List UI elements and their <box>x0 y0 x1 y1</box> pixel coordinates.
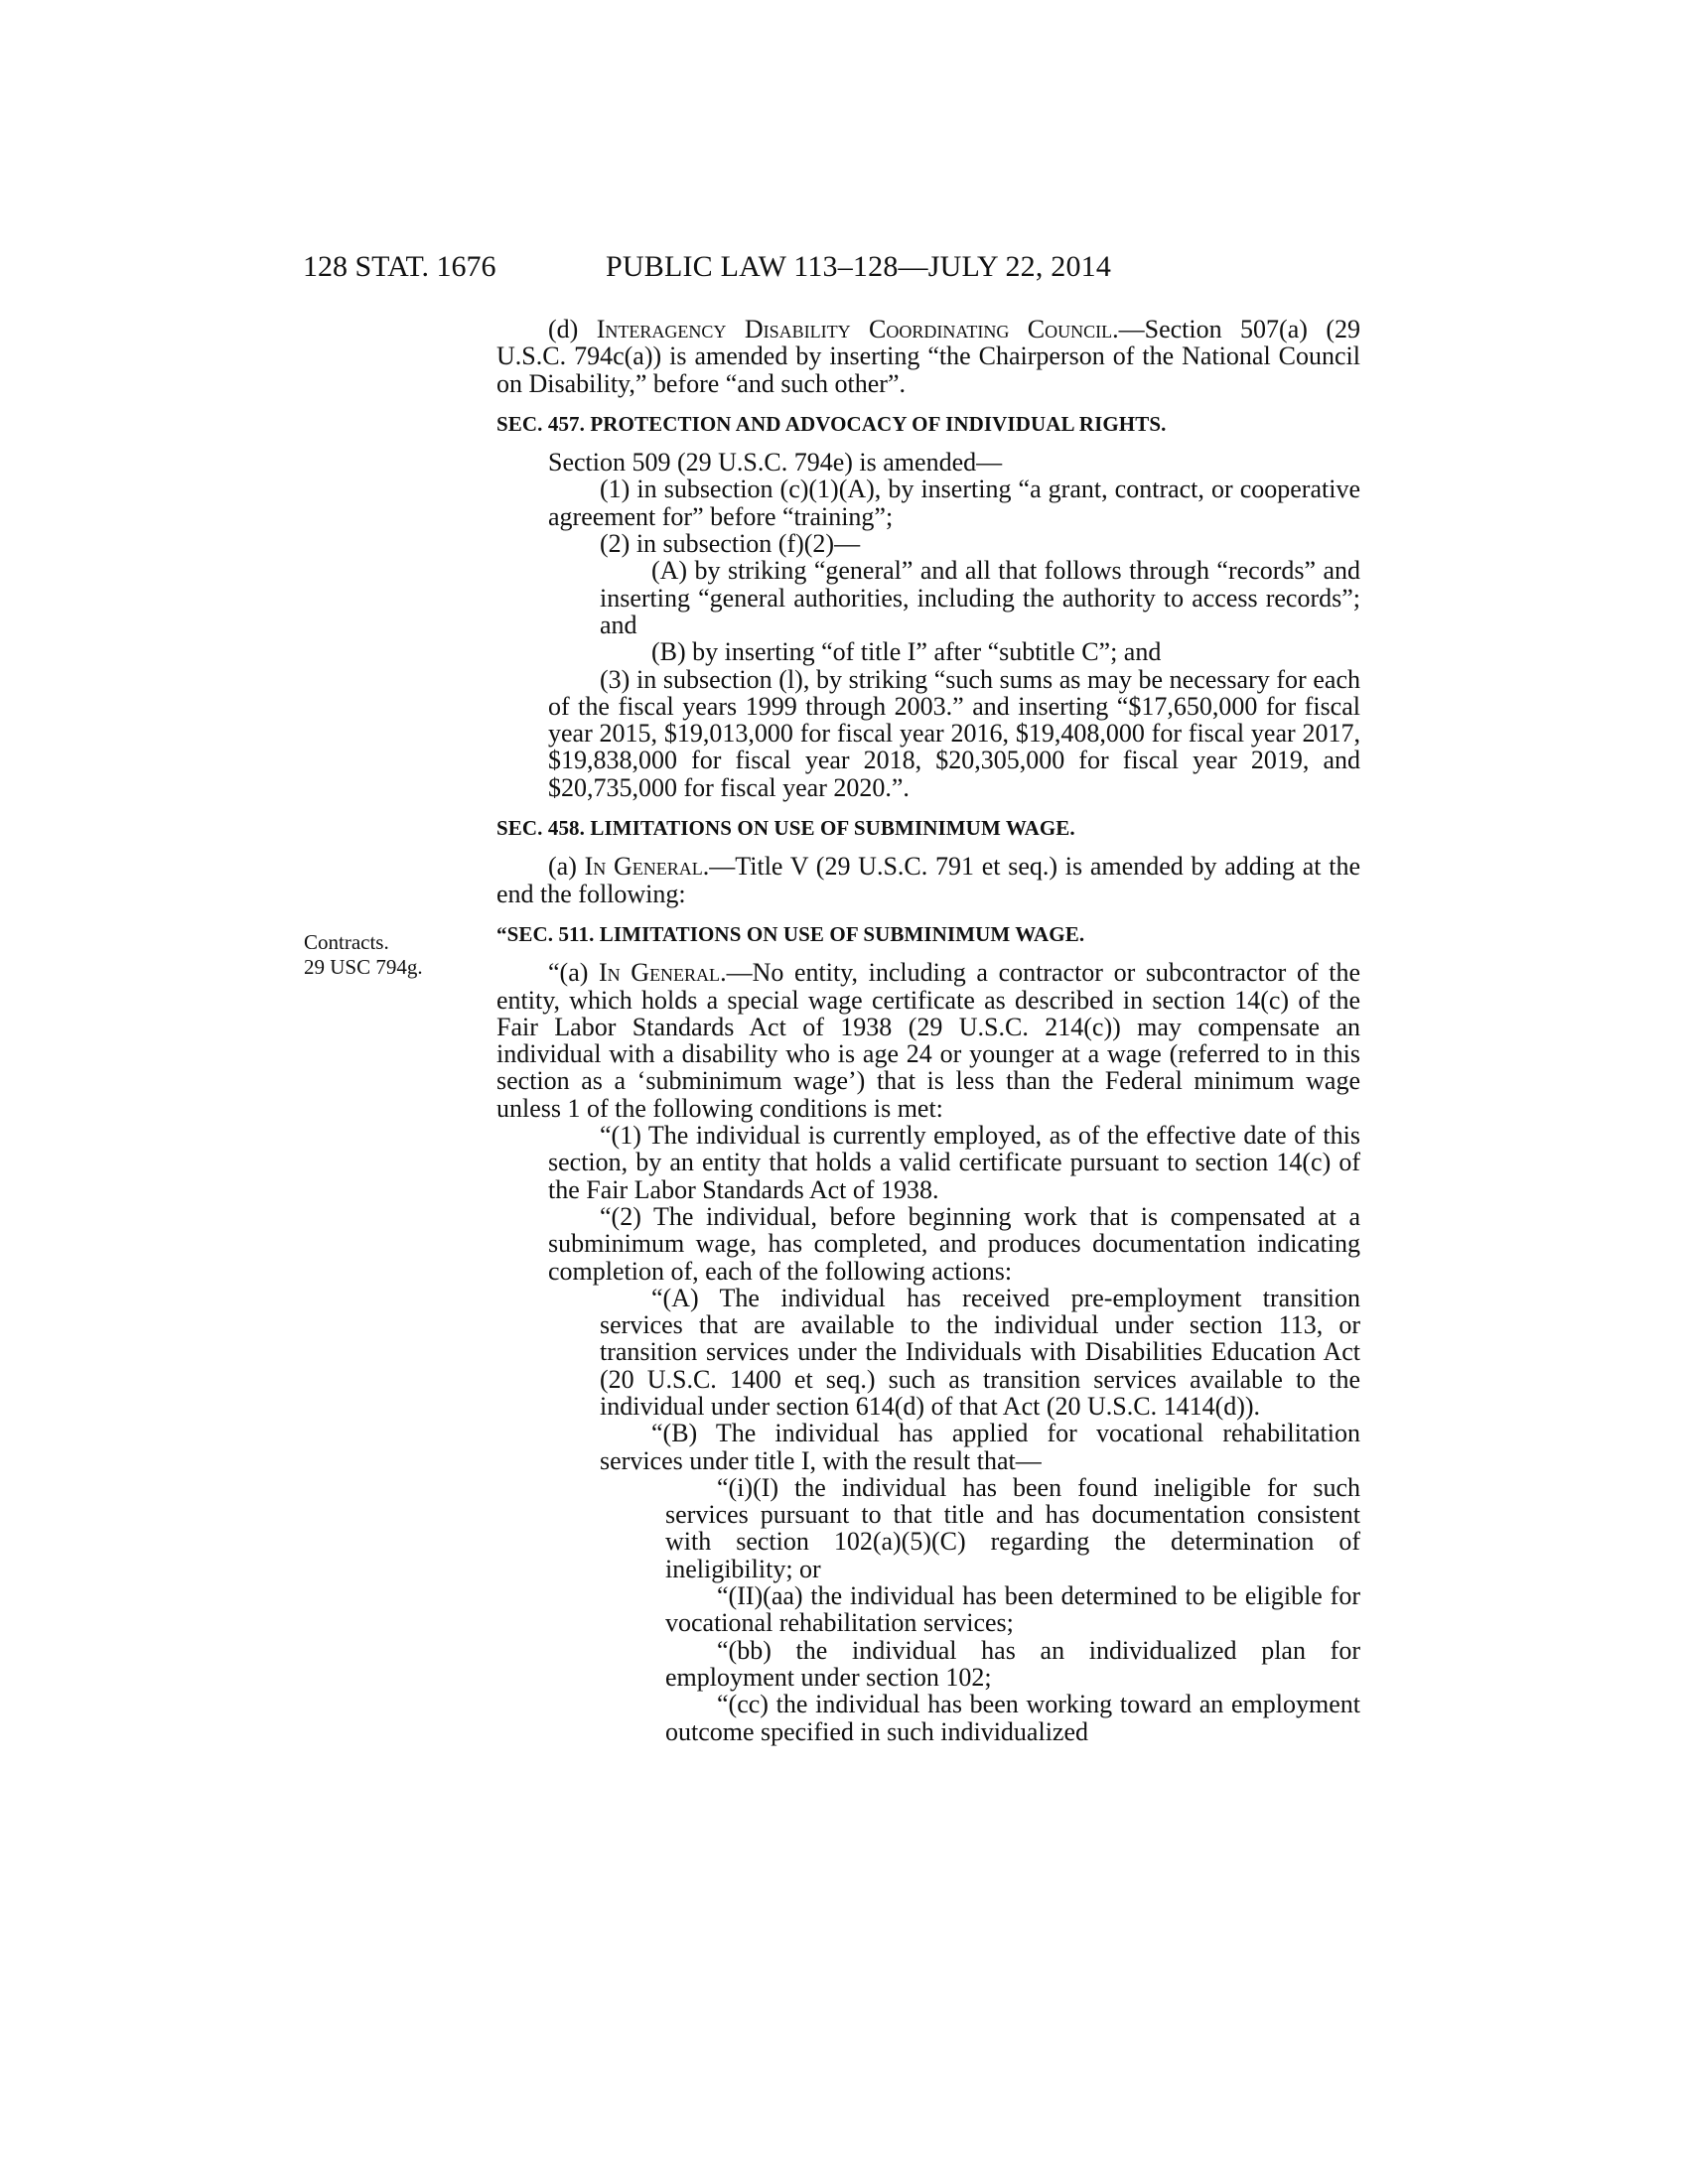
section-511-item-1: “(1) The individual is currently employed, as of the effective date of this section, by an entity that holds a valid certificate pursuant to section 14(c) of the Fair Labor Standards Act of 1938. <box>548 1121 1360 1204</box>
section-458-paragraph-a: (a) In General.—Title V (29 U.S.C. 791 et seq.) is amended by adding at the end the following: <box>496 852 1360 908</box>
section-511-paragraph-a-heading: In General <box>599 958 721 988</box>
document-body <box>496 316 1360 1745</box>
section-511-item-2: “(2) The individual, before beginning work that is compensated at a subminimum wage, has completed, and produces documentation indicating completion of, each of the following actions: <box>548 1201 1360 1286</box>
section-511-item-bb: “(bb) the individual has an individualized plan for employment under section 102; <box>665 1635 1360 1692</box>
section-458-paragraph-a-heading: In General <box>584 852 703 882</box>
running-header-title: PUBLIC LAW 113–128—JULY 22, 2014 <box>606 250 1112 283</box>
page-stat-reference: 128 STAT. 1676 <box>303 250 496 283</box>
section-511-item-cc: “(cc) the individual has been working toward an employment outcome specified in such individualized <box>665 1690 1360 1746</box>
margin-note-usc-citation: 29 USC 794g. <box>304 955 423 979</box>
section-511-item-i-I: “(i)(I) the individual has been found ineligible for such services pursuant to that title and has documentation consistent with section 102(a)(5)(C) regarding the determination of ineligibility; or <box>665 1472 1360 1583</box>
section-457-item-1: (1) in subsection (c)(1)(A), by inserting “a grant, contract, or cooperative agreement for” before “training”; <box>548 475 1360 531</box>
paragraph-d: (d) Interagency Disability Coordinating Council.—Section 507(a) (29 U.S.C. 794c(a)) is amended by inserting “the Chairperson of the National Council on Disability,” before “and such other”. <box>496 315 1360 398</box>
section-457-intro: Section 509 (29 U.S.C. 794e) is amended— <box>548 448 1003 478</box>
section-511-item-2a: “(A) The individual has received pre-employment transition services that are available to the individual under section 113, or transition services under the Individuals with Disabilities Education Act (20 U.S.C. 1400 et seq.) such as transition services available to the individual under section 614(d) of that Act (20 U.S.C. 1414(d)). <box>600 1283 1360 1421</box>
section-457-heading: SEC. 457. PROTECTION AND ADVOCACY OF INDIVIDUAL RIGHTS. <box>496 411 1167 436</box>
section-457-item-2b: (B) by inserting “of title I” after “subtitle C”; and <box>651 637 1162 667</box>
section-457-item-3: (3) in subsection (l), by striking “such sums as may be necessary for each of the fiscal years 1999 through 2003.” and inserting “$17,650,000 for fiscal year 2015, $19,013,000 for fiscal year 2016, $19,408,000 for fiscal year 2017, $19,838,000 for fiscal year 2018, $20,305,000 for fiscal year 2019, and $20,735,000 for fiscal year 2020.”. <box>548 664 1360 802</box>
section-457-item-2: (2) in subsection (f)(2)— <box>600 529 861 559</box>
paragraph-d-heading: Interagency Disability Coordinating Council <box>596 315 1113 343</box>
margin-note <box>304 930 423 980</box>
section-457-item-2a: (A) by striking “general” and all that follows through “records” and inserting “general authorities, including the authority to access records”; and <box>600 556 1360 639</box>
section-511-item-II-aa: “(II)(aa) the individual has been determined to be eligible for vocational rehabilitation services; <box>665 1581 1360 1638</box>
margin-note-contracts: Contracts. <box>304 930 389 954</box>
section-511-paragraph-a: “(a) In General.—No entity, including a contractor or subcontractor of the entity, which holds a special wage certificate as described in section 14(c) of the Fair Labor Standards Act of 1938 (29 U.S.C. 214(c)) may compensate an individual with a disability who is age 24 or younger at a wage (referred to in this section as a ‘subminimum wage’) that is less than the Federal minimum wage unless 1 of the following conditions is met: <box>496 958 1360 1123</box>
section-511-heading: “SEC. 511. LIMITATIONS ON USE OF SUBMINIMUM WAGE. <box>496 921 1085 946</box>
section-511-item-2b: “(B) The individual has applied for vocational rehabilitation services under title I, with the result that— <box>600 1419 1360 1475</box>
section-458-heading: SEC. 458. LIMITATIONS ON USE OF SUBMINIMUM WAGE. <box>496 816 1075 841</box>
